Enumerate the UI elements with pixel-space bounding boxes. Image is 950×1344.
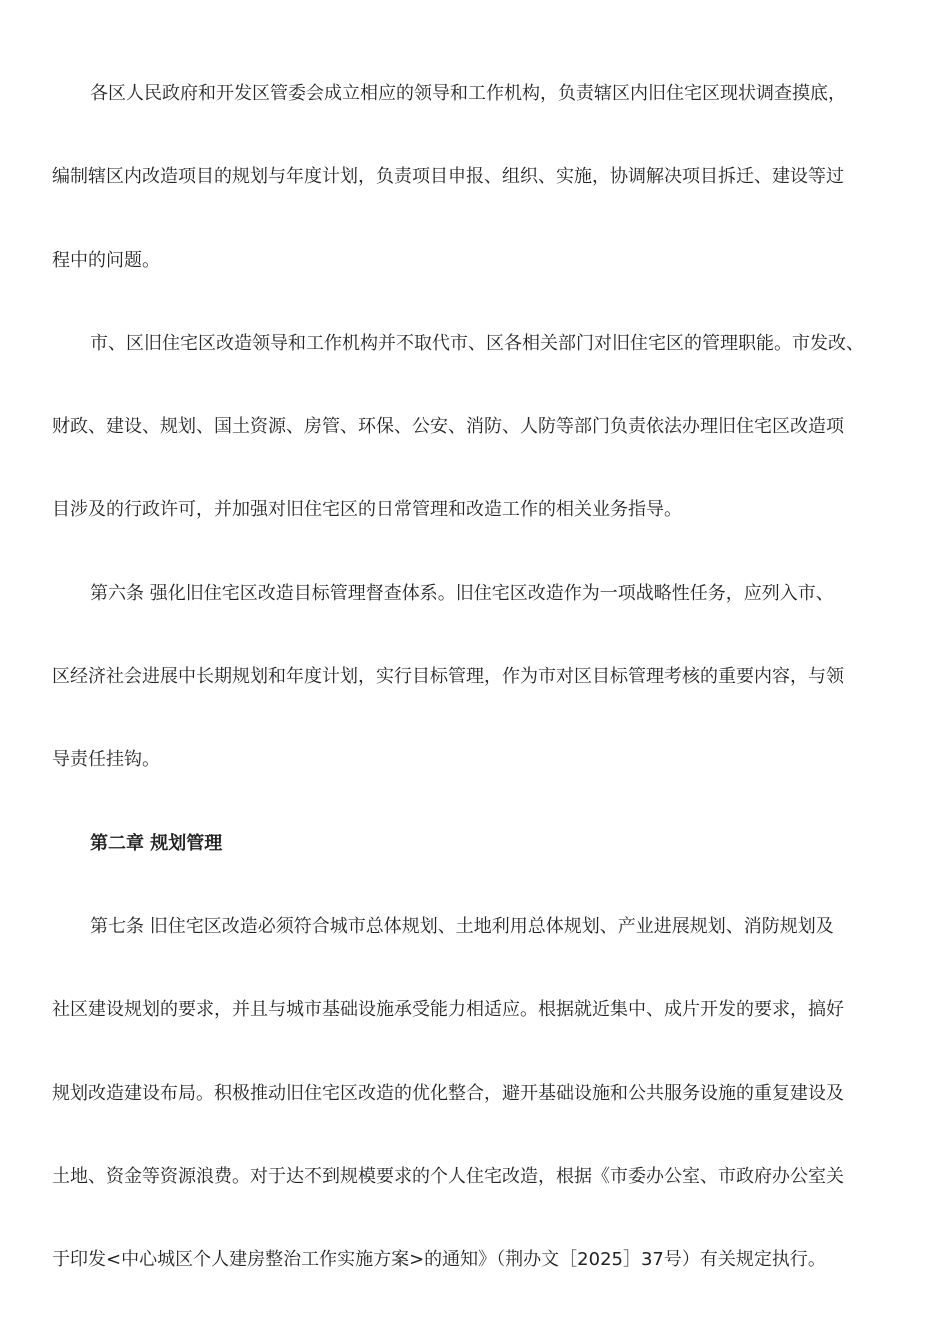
chapter-heading-text: 第二章 规划管理: [90, 832, 223, 854]
text-line: 于印发<中心城区个人建房整治工作实施方案>的通知》（荆办文［2025］37号）有关规定执行。: [52, 1249, 826, 1271]
text-line: 财政、建设、规划、国土资源、房管、环保、公安、消防、人防等部门负责依法办理旧住宅区改造项: [52, 416, 844, 438]
text-line: 第六条 强化旧住宅区改造目标管理督查体系。旧住宅区改造作为一项战略性任务，应列入市、: [90, 582, 834, 604]
text-line: 第七条 旧住宅区改造必须符合城市总体规划、土地利用总体规划、产业进展规划、消防规划及: [90, 915, 834, 937]
text-line: 区经济社会进展中长期规划和年度计划，实行目标管理，作为市对区目标管理考核的重要内容，与领: [52, 666, 844, 688]
text-line: 社区建设规划的要求，并且与城市基础设施承受能力相适应。根据就近集中、成片开发的要求，搞好: [52, 999, 844, 1021]
paragraph-article-six: [52, 552, 912, 802]
text-line: 目涉及的行政许可，并加强对旧住宅区的日常管理和改造工作的相关业务指导。: [52, 499, 682, 521]
paragraph-department-functions: [52, 302, 912, 552]
paragraph-district-agencies: [52, 52, 912, 302]
text-line: 各区人民政府和开发区管委会成立相应的领导和工作机构，负责辖区内旧住宅区现状调查摸底，: [90, 83, 846, 104]
text-line: 编制辖区内改造项目的规划与年度计划，负责项目申报、组织、实施，协调解决项目拆迁、建设等过: [52, 166, 844, 188]
text-line: 市、区旧住宅区改造领导和工作机构并不取代市、区各相关部门对旧住宅区的管理职能。市发改、: [90, 332, 864, 354]
chapter-heading: [52, 802, 912, 885]
text-line: 程中的问题。: [52, 249, 160, 271]
document-page: [52, 52, 912, 1301]
text-line: 导责任挂钩。: [52, 749, 160, 771]
text-line: 土地、资金等资源浪费。对于达不到规模要求的个人住宅改造，根据《市委办公室、市政府办公室关: [52, 1165, 844, 1187]
paragraph-article-seven: [52, 885, 912, 1301]
text-line: 规划改造建设布局。积极推动旧住宅区改造的优化整合，避开基础设施和公共服务设施的重复建设及: [52, 1082, 844, 1104]
